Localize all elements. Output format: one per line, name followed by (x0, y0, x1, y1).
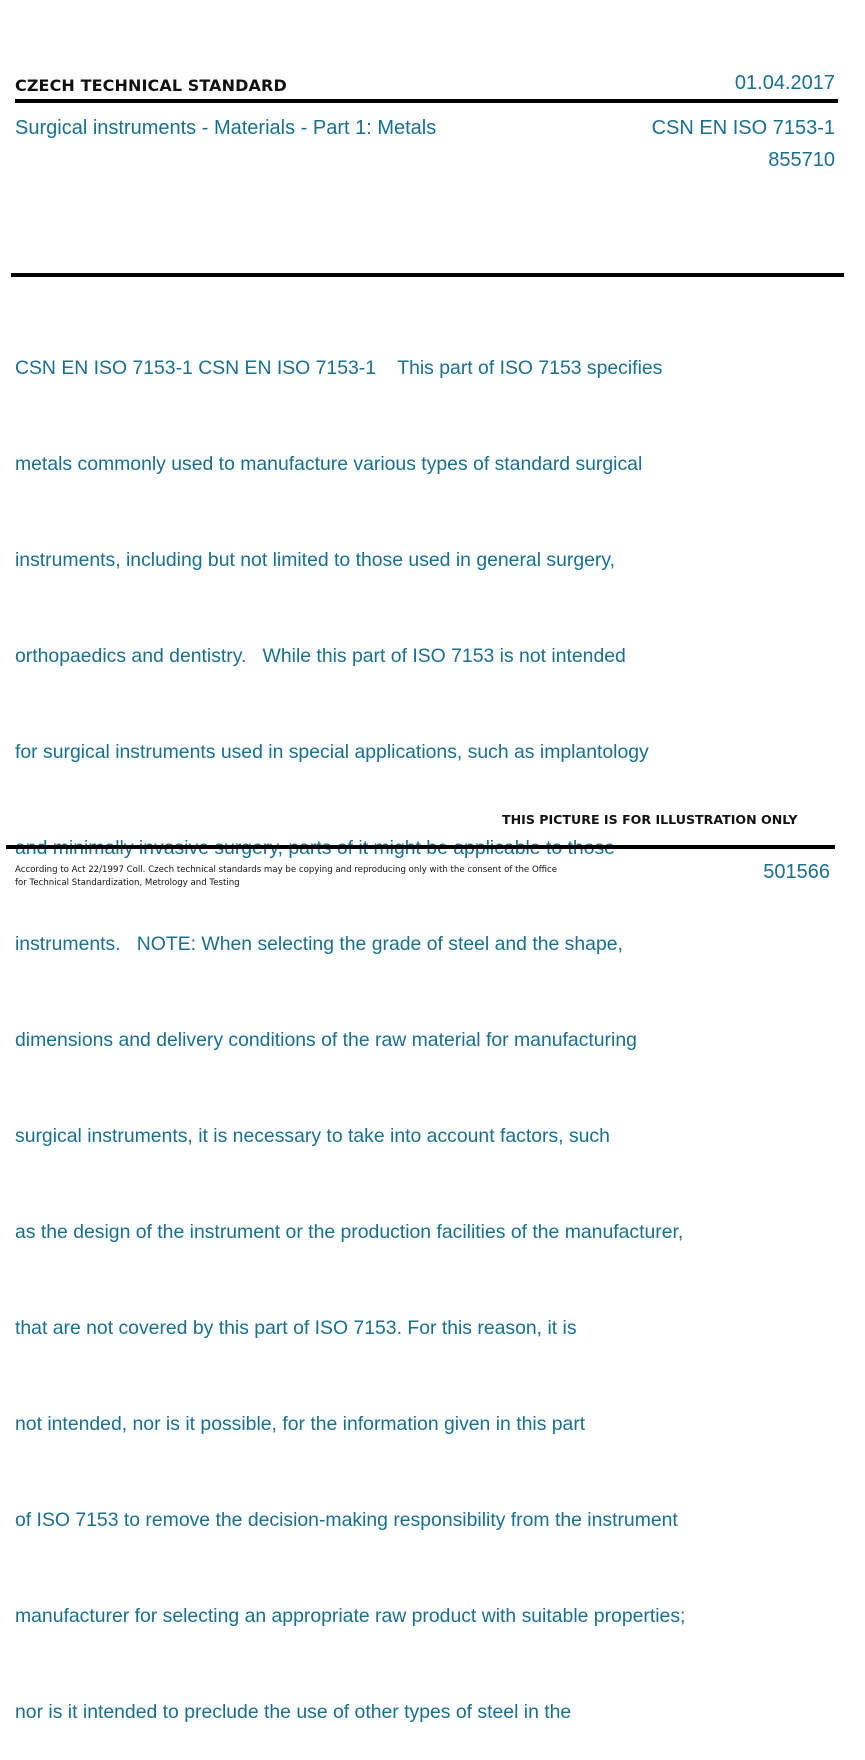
title-divider (11, 273, 844, 277)
abstract-line: that are not covered by this part of ISO 7153. For this reason, it is (15, 1317, 577, 1339)
standard-code: CSN EN ISO 7153-1 (651, 117, 835, 139)
standard-title: Surgical instruments - Materials - Part 1: Metals (15, 117, 437, 139)
copyright-notice-line: According to Act 22/1997 Coll. Czech technical standards may be copying and reproducing only with the consent of the Office (15, 865, 558, 875)
abstract-line: surgical instruments, it is necessary to take into account factors, such (15, 1125, 610, 1147)
abstract-text (15, 288, 775, 1760)
header-divider (15, 99, 838, 103)
abstract-line: of ISO 7153 to remove the decision-making responsibility from the instrument (15, 1509, 678, 1531)
abstract-line: not intended, nor is it possible, for the information given in this part (15, 1413, 586, 1435)
abstract-line: as the design of the instrument or the production facilities of the manufacturer, (15, 1221, 684, 1243)
document-brand: CZECH TECHNICAL STANDARD (15, 76, 287, 95)
publication-date: 01.04.2017 (734, 72, 835, 94)
copyright-notice (15, 864, 615, 890)
abstract-line: instruments, including but not limited to those used in general surgery, (15, 549, 616, 571)
abstract-line: dimensions and delivery conditions of the raw material for manufacturing (15, 1029, 637, 1051)
class-number: 855710 (768, 149, 835, 171)
abstract-line: for surgical instruments used in special applications, such as implantology (15, 741, 649, 763)
abstract-line: orthopaedics and dentistry. While this part of ISO 7153 is not intended (15, 645, 626, 667)
illustration-notice: THIS PICTURE IS FOR ILLUSTRATION ONLY (502, 812, 798, 827)
abstract-line: instruments. NOTE: When selecting the grade of steel and the shape, (15, 933, 623, 955)
abstract-line: CSN EN ISO 7153-1 CSN EN ISO 7153-1 This part of ISO 7153 specifies (15, 357, 663, 379)
copyright-notice-line: for Technical Standardization, Metrology and Testing (15, 878, 240, 888)
abstract-line: manufacturer for selecting an appropriate raw product with suitable properties; (15, 1605, 686, 1627)
abstract-line: metals commonly used to manufacture various types of standard surgical (15, 453, 643, 475)
document-number: 501566 (763, 861, 830, 883)
footer-divider (6, 845, 835, 849)
abstract-line: nor is it intended to preclude the use of other types of steel in the (15, 1701, 572, 1723)
